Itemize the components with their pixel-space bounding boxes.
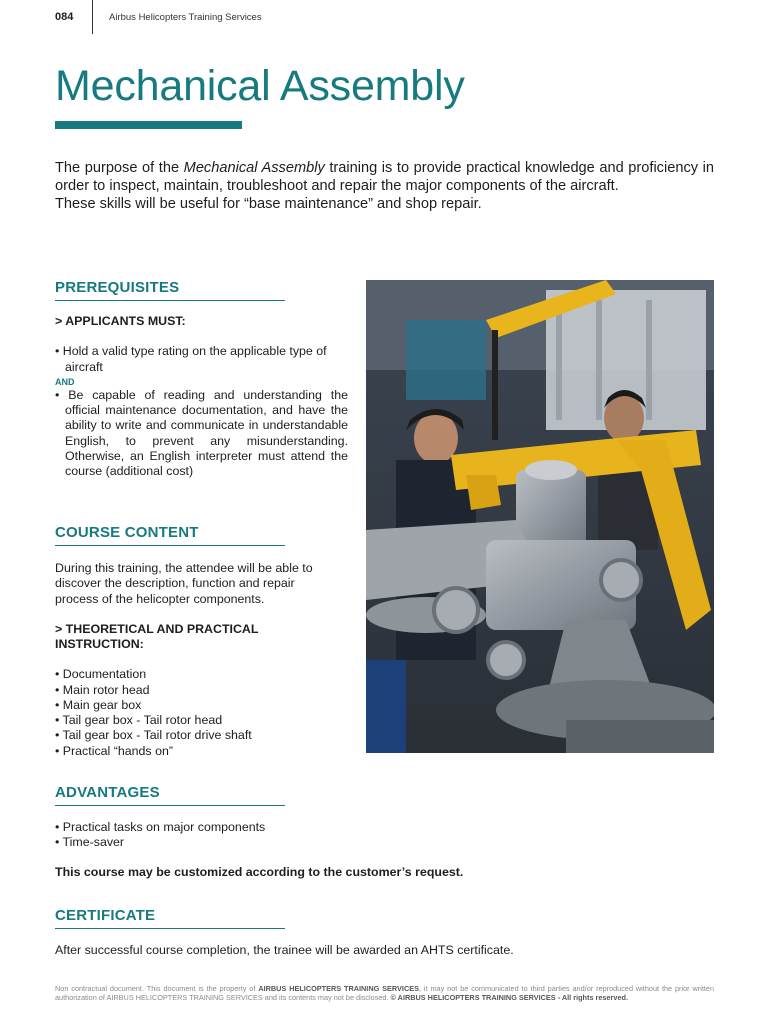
workshop-photo <box>366 280 714 753</box>
page-number: 084 <box>55 11 74 23</box>
page-title: Mechanical Assembly <box>55 62 465 110</box>
certificate-text: After successful course completion, the trainee will be awarded an AHTS certificate. <box>55 943 514 957</box>
list-item: • Main rotor head <box>55 682 150 697</box>
list-item: • Documentation <box>55 667 147 682</box>
advantages-note: This course may be customized according to the customer’s request. <box>55 865 464 880</box>
intro-paragraph <box>55 159 714 214</box>
workshop-photo-illustration <box>366 280 714 753</box>
certificate-rule <box>55 928 285 929</box>
course-content-subhead-1: > THEORETICAL AND PRACTICAL <box>55 621 259 636</box>
list-item: • Practical tasks on major components <box>55 820 266 834</box>
prerequisites-rule <box>55 300 285 301</box>
advantages-section <box>55 784 575 881</box>
title-underline-bar <box>55 121 242 129</box>
footer-org-name: AIRBUS HELICOPTERS TRAINING SERVICES <box>258 984 419 993</box>
footer-text-part1: Non contractual document. This document is the property of <box>55 984 259 993</box>
list-item: • Tail gear box - Tail rotor head <box>55 713 223 728</box>
intro-text <box>55 159 714 195</box>
intro-emphasis: Mechanical Assembly <box>183 160 325 176</box>
prerequisites-item-2: • Be capable of reading and understanding the official maintenance documentation, and have the ability to write and communicate in understandable English, to prevent any misunderstanding. Otherwise, an English interpreter must attend the course (additional cost) <box>55 387 348 479</box>
certificate-title: CERTIFICATE <box>55 907 156 924</box>
prerequisites-section <box>55 279 348 480</box>
footer-text-part2: , it may not be communicated to third parties and/or reproduced without the prior written authorization of AIRBUS HELICOPTERS TRAINING SERVICES and its contents may not be disclosed. <box>55 984 714 1002</box>
header-organization: Airbus Helicopters Training Services <box>109 12 262 23</box>
advantages-rule <box>55 805 285 806</box>
footer-disclaimer <box>55 984 714 1002</box>
prerequisites-and: AND <box>55 376 75 387</box>
list-item: • Practical “hands on” <box>55 743 173 758</box>
course-content-rule <box>55 545 285 546</box>
advantages-title: ADVANTAGES <box>55 784 160 801</box>
intro-text-part1: The purpose of the <box>55 160 184 176</box>
course-content-list <box>55 667 348 758</box>
course-content-title: COURSE CONTENT <box>55 524 199 541</box>
list-item: • Time-saver <box>55 835 125 850</box>
course-content-subhead-2: INSTRUCTION: <box>55 637 144 652</box>
header-divider <box>92 0 93 34</box>
prerequisites-subhead: > APPLICANTS MUST: <box>55 314 186 328</box>
list-item: • Main gear box <box>55 697 142 712</box>
intro-text-part2: training is to provide practical knowledge and proficiency in order to inspect, maintain, troubleshoot and repair the major components of the aircraft. <box>55 160 714 195</box>
course-content-description: During this training, the attendee will be able to discover the description, function and repair process of the helicopter components. <box>55 561 313 606</box>
advantages-list <box>55 820 575 850</box>
certificate-section <box>55 907 655 958</box>
intro-line2: These skills will be useful for “base maintenance” and shop repair. <box>55 196 482 213</box>
footer-copyright: © AIRBUS HELICOPTERS TRAINING SERVICES - All rights reserved. <box>390 993 628 1002</box>
prerequisites-item-1: • Hold a valid type rating on the applicable type of aircraft <box>55 344 327 374</box>
course-content-section <box>55 524 348 759</box>
prerequisites-title: PREREQUISITES <box>55 279 180 296</box>
list-item: • Tail gear box - Tail rotor drive shaft <box>55 728 252 743</box>
